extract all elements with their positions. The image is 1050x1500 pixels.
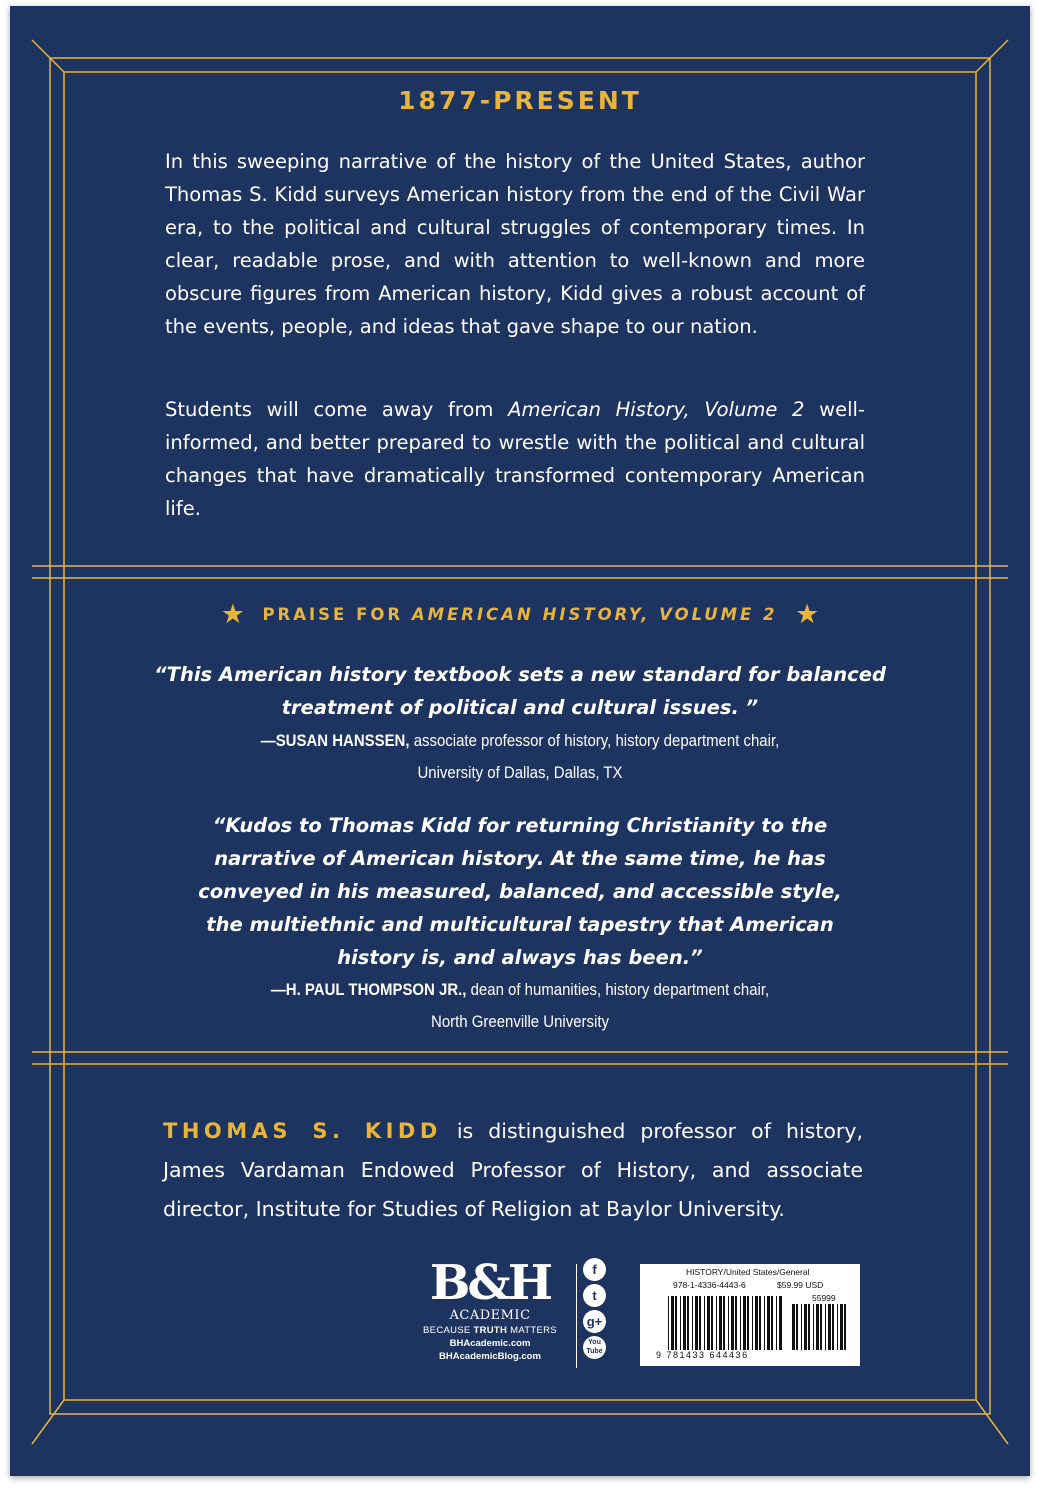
barcode-bar (764, 1296, 765, 1350)
book-title-italic: American History, Volume 2 (508, 398, 805, 421)
barcode-bar (668, 1296, 669, 1350)
endorser-name: —SUSAN HANSSEN, (260, 731, 410, 750)
barcode-bar (707, 1296, 710, 1350)
barcode-label (640, 1264, 860, 1366)
barcode-price: $59.99 USD (777, 1280, 824, 1290)
barcode-bar (743, 1296, 746, 1350)
endorsement-quote-2: “Kudos to Thomas Kidd for returning Christianity to the narrative of American history. At the same time, he has conveyed in his measured, balanced, and accessible style, the multiethnic and multicultural tapestry that American history is, and always has been.” (198, 814, 842, 969)
endorser-name: —H. PAUL THOMPSON JR., (270, 980, 467, 999)
star-icon: ★ (220, 599, 245, 630)
social-icons (583, 1258, 611, 1362)
barcode-bar (771, 1296, 773, 1350)
publisher-logo (410, 1255, 570, 1363)
barcode-bar (759, 1296, 761, 1350)
barcode-bar (747, 1296, 749, 1350)
barcode-bar (844, 1304, 846, 1350)
barcode-bar (680, 1296, 681, 1350)
barcode-bar (716, 1296, 717, 1350)
barcode-bar (692, 1296, 693, 1350)
barcode-bar (804, 1304, 807, 1350)
endorsement-attribution-2 (168, 974, 872, 1038)
endorsement-attribution-1 (168, 725, 872, 789)
barcode-bar (813, 1304, 814, 1350)
barcode-category: HISTORY/United States/General (686, 1267, 810, 1277)
youtube-icon: You Tube (583, 1336, 606, 1359)
barcode-bar (820, 1304, 822, 1350)
barcode-bar (776, 1296, 777, 1350)
endorser-role: dean of humanities, history department chair, (466, 980, 770, 999)
endorser-role: associate professor of history, history department chair, (409, 731, 780, 750)
barcode-digits: 9 781433 644436 (656, 1350, 749, 1360)
divider (576, 1264, 577, 1368)
barcode-bar (840, 1304, 843, 1350)
barcode-bar (808, 1304, 810, 1350)
barcode-bar (828, 1304, 831, 1350)
barcode-bar (740, 1296, 741, 1350)
barcode-bar (825, 1304, 826, 1350)
paragraph-2-lead: Students will come away from (165, 398, 509, 421)
barcode-bar (704, 1296, 705, 1350)
praise-title-book: AMERICAN HISTORY, VOLUME 2 (411, 605, 778, 624)
endorsement-quote-1: “This American history textbook sets a new standard for balanced treatment of political and cultural issues. ” (154, 663, 886, 719)
barcode-bar (735, 1296, 737, 1350)
barcode-bar (683, 1296, 686, 1350)
publisher-tagline (410, 1324, 570, 1337)
barcode-bar (792, 1304, 795, 1350)
tagline-part: MATTERS (507, 1325, 557, 1336)
publisher-website: BHAcademic.com (449, 1338, 531, 1349)
author-name: THOMAS S. KIDD (163, 1119, 442, 1143)
facebook-icon: f (583, 1258, 606, 1281)
endorser-institution: University of Dallas, Dallas, TX (417, 763, 623, 782)
barcode-bar (801, 1304, 802, 1350)
barcode-bar (687, 1296, 689, 1350)
bh-logo-mark: B&H (429, 1255, 551, 1311)
description-paragraph-2 (165, 393, 865, 525)
endorser-institution: North Greenville University (431, 1012, 609, 1031)
barcode-bar (752, 1296, 753, 1350)
book-back-cover (10, 6, 1030, 1476)
author-bio-text: is distinguished professor of history, James Vardaman Endowed Professor of History, and associate director, Institute for Studies of Religion at Baylor University. (163, 1119, 863, 1221)
description-paragraph-1: In this sweeping narrative of the history of the United States, author Thomas S. Kidd surveys American history from the end of the Civil War era, to the political and cultural struggles of contemporary times. In clear, readable prose, and with attention to well-known and more obscure figures from American history, Kidd gives a robust account of the events, people, and ideas that gave shape to our nation. (165, 150, 865, 338)
paragraph-2-tail: well-informed, and better prepared to wrestle with the political and cultural changes that have dramatically transformed contemporary American life. (165, 398, 865, 520)
barcode-bar (711, 1296, 713, 1350)
publisher-blog: BHAcademicBlog.com (439, 1351, 541, 1362)
barcode-bar (832, 1304, 834, 1350)
barcode-isbn: 978-1-4336-4443-6 (673, 1280, 746, 1290)
barcode-bar (728, 1296, 729, 1350)
praise-section-title (10, 599, 1030, 630)
star-icon: ★ (795, 599, 820, 630)
google-plus-icon: g+ (583, 1310, 606, 1333)
barcode-bar (796, 1304, 798, 1350)
barcode-bar (837, 1304, 838, 1350)
author-bio (163, 1112, 863, 1229)
tagline-bold: TRUTH (473, 1325, 508, 1336)
twitter-icon: t (583, 1284, 606, 1307)
barcode-addon-number: 55999 (812, 1293, 836, 1303)
barcode-bar (671, 1296, 674, 1350)
praise-title-prefix: PRAISE FOR (262, 605, 412, 624)
tagline-part: BECAUSE (423, 1325, 474, 1336)
barcode-bar (767, 1296, 770, 1350)
barcode-bar (723, 1296, 725, 1350)
barcode-bar (699, 1296, 701, 1350)
barcode-bar (755, 1296, 758, 1350)
barcode-bar (779, 1296, 782, 1350)
barcode-bar (675, 1296, 677, 1350)
barcode-bar (695, 1296, 698, 1350)
barcode-bar (731, 1296, 734, 1350)
logo-academic: ACADEMIC (449, 1308, 531, 1323)
barcode-bar (719, 1296, 722, 1350)
barcode-bar (816, 1304, 819, 1350)
date-range-heading: 1877-PRESENT (398, 86, 642, 115)
